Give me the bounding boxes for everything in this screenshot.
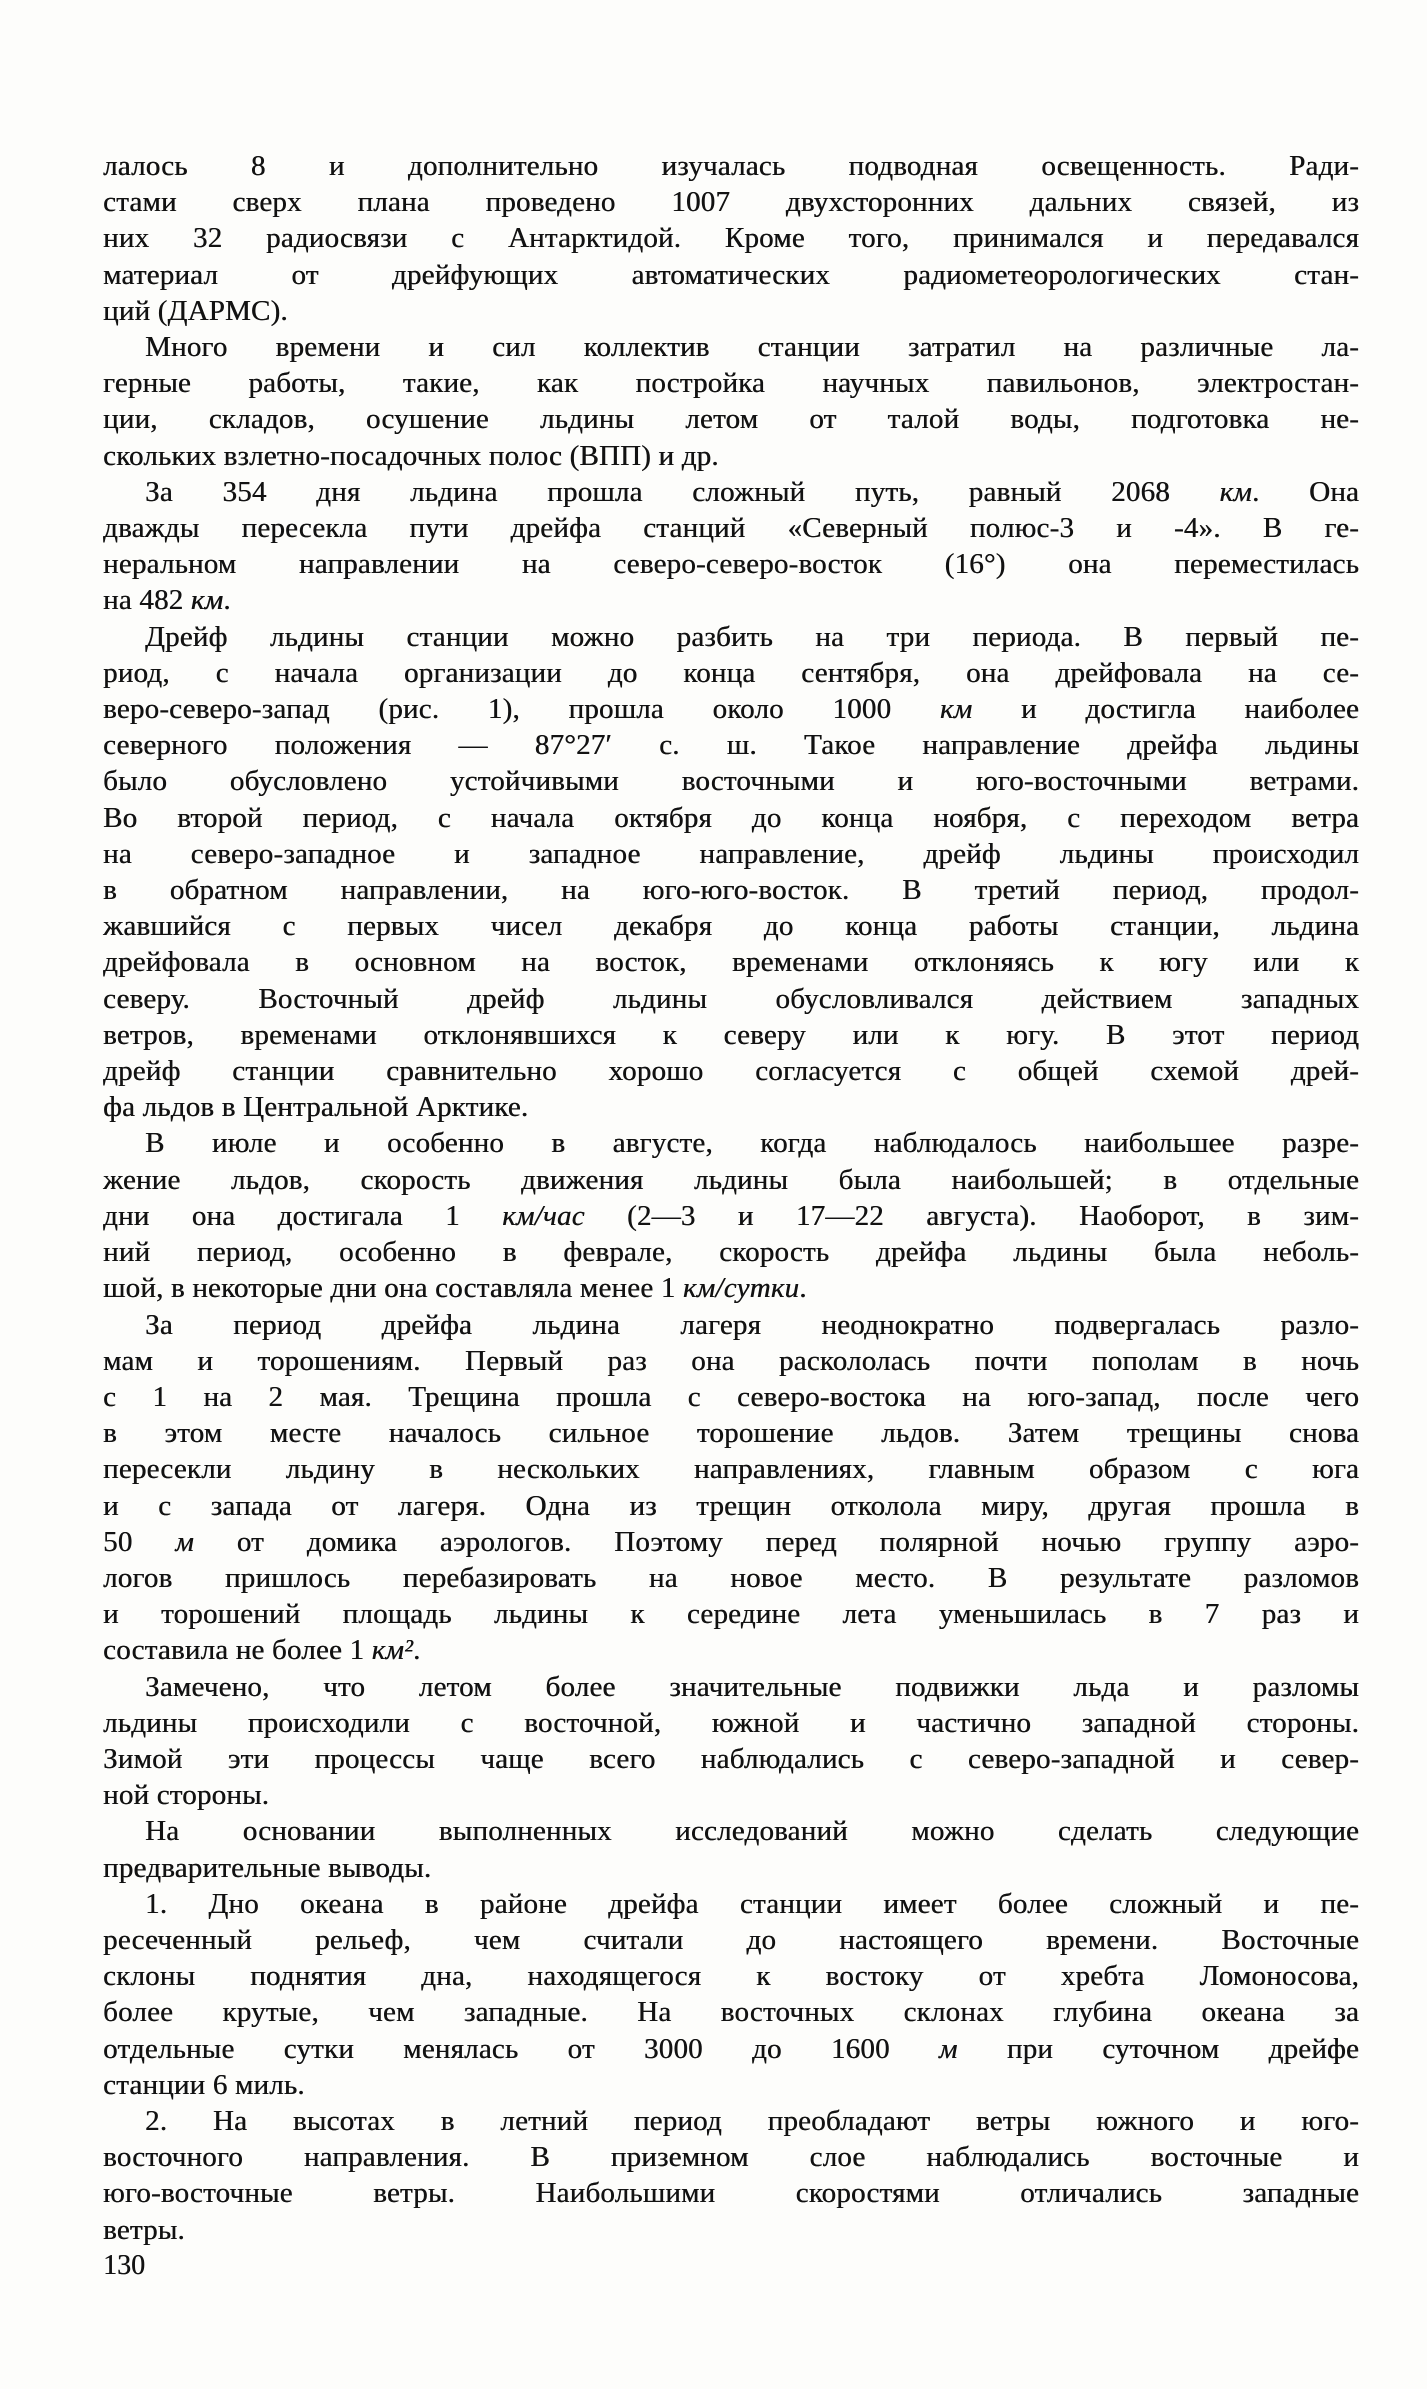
paragraph xyxy=(103,619,1359,1126)
text-line: ветры. xyxy=(103,2213,185,2246)
paragraph xyxy=(103,1125,1359,1306)
text-line: на 482 км. xyxy=(103,584,231,617)
text-line: станции 6 миль. xyxy=(103,2068,305,2101)
text-line: склоны поднятия дна, находящегося к востоку от хребта Ломоносова, xyxy=(103,1960,1359,1993)
text-line: Зимой эти процессы чаще всего наблюдались с северо-западной и север- xyxy=(103,1742,1359,1775)
text-line: логов пришлось перебазировать на новое место. В результате разломов xyxy=(103,1561,1359,1594)
text-line: ной стороны. xyxy=(103,1779,270,1812)
text-line: на северо-западное и западное направление, дрейф льдины происходил xyxy=(103,837,1359,870)
text-line: ветров, временами отклонявшихся к северу или к югу. В этот период xyxy=(103,1018,1359,1051)
text-block xyxy=(103,148,1359,2248)
text-line: них 32 радиосвязи с Антарктидой. Кроме того, принимался и передавался xyxy=(103,222,1359,255)
paragraph xyxy=(103,1669,1359,1814)
text-line: 1. Дно океана в районе дрейфа станции имеет более сложный и пе- xyxy=(145,1887,1359,1920)
paragraph xyxy=(103,329,1359,474)
text-line: материал от дрейфующих автоматических радиометеорологических стан- xyxy=(103,258,1359,291)
text-line: За 354 дня льдина прошла сложный путь, равный 2068 км. Она xyxy=(145,475,1359,508)
text-line: неральном направлении на северо-северо-восток (16°) она переместилась xyxy=(103,548,1359,581)
text-line: жение льдов, скорость движения льдины была наибольшей; в отдельные xyxy=(103,1163,1359,1196)
text-line: отдельные сутки менялась от 3000 до 1600 м при суточном дрейфе xyxy=(103,2032,1359,2065)
text-line: более крутые, чем западные. На восточных склонах глубина океана за xyxy=(103,1996,1359,2029)
text-line: 2. На высотах в летний период преобладают ветры южного и юго- xyxy=(145,2104,1359,2137)
text-line: На основании выполненных исследований можно сделать следующие xyxy=(145,1815,1359,1848)
text-line: Много времени и сил коллектив станции затратил на различные ла- xyxy=(145,331,1359,364)
text-line: веро-северо-запад (рис. 1), прошла около 1000 км и достигла наиболее xyxy=(103,693,1359,726)
text-line: дрейф станции сравнительно хорошо согласуется с общей схемой дрей- xyxy=(103,1055,1359,1088)
page-number: 130 xyxy=(103,2250,145,2281)
text-line: герные работы, такие, как постройка научных павильонов, электростан- xyxy=(103,367,1359,400)
text-line: и с запада от лагеря. Одна из трещин отколола миру, другая прошла в xyxy=(103,1489,1359,1522)
text-line: ций (ДАРМС). xyxy=(103,294,288,327)
text-line: лалось 8 и дополнительно изучалась подводная освещенность. Ради- xyxy=(103,150,1359,182)
text-line: ний период, особенно в феврале, скорость дрейфа льдины была неболь- xyxy=(103,1236,1359,1269)
text-line: в этом месте началось сильное торошение льдов. Затем трещины снова xyxy=(103,1417,1359,1450)
text-line: В июле и особенно в августе, когда наблюдалось наибольшее разре- xyxy=(145,1127,1359,1160)
text-line: с 1 на 2 мая. Трещина прошла с северо-востока на юго-запад, после чего xyxy=(103,1380,1359,1413)
text-line: составила не более 1 км². xyxy=(103,1634,421,1667)
text-line: скольких взлетно-посадочных полос (ВПП) и др. xyxy=(103,439,719,472)
paragraph xyxy=(103,474,1359,619)
text-line: дважды пересекла пути дрейфа станций «Северный полюс-3 и -4». В ге- xyxy=(103,512,1359,545)
text-line: ресеченный рельеф, чем считали до настоящего времени. Восточные xyxy=(103,1923,1359,1956)
text-line: в обратном направлении, на юго-юго-восток. В третий период, продол- xyxy=(103,874,1359,907)
text-line: фа льдов в Центральной Арктике. xyxy=(103,1091,529,1124)
text-line: дрейфовала в основном на восток, временами отклоняясь к югу или к xyxy=(103,946,1359,979)
text-line: ции, складов, осушение льдины летом от талой воды, подготовка не- xyxy=(103,403,1359,436)
text-line: льдины происходили с восточной, южной и частично западной стороны. xyxy=(103,1706,1359,1739)
text-line: юго-восточные ветры. Наибольшими скоростями отличались западные xyxy=(103,2177,1359,2210)
text-line: стами сверх плана проведено 1007 двухсторонних дальних связей, из xyxy=(103,186,1359,219)
text-line: дни она достигала 1 км/час (2—3 и 17—22 августа). Наоборот, в зим- xyxy=(103,1199,1360,1232)
text-line: было обусловлено устойчивыми восточными и юго-восточными ветрами. xyxy=(103,765,1359,798)
paragraph xyxy=(103,1307,1359,1669)
paragraph xyxy=(103,2103,1359,2248)
paragraph xyxy=(103,148,1359,329)
text-line: Дрейф льдины станции можно разбить на три периода. В первый пе- xyxy=(145,620,1359,653)
text-line: пересекли льдину в нескольких направлениях, главным образом с юга xyxy=(103,1453,1359,1486)
text-line: и торошений площадь льдины к середине лета уменьшилась в 7 раз и xyxy=(103,1598,1359,1631)
text-line: восточного направления. В приземном слое наблюдались восточные и xyxy=(103,2141,1359,2174)
text-line: шой, в некоторые дни она составляла менее 1 км/сутки. xyxy=(103,1272,807,1305)
paragraph xyxy=(103,1886,1359,2103)
text-line: северного положения — 87°27′ с. ш. Такое направление дрейфа льдины xyxy=(103,729,1359,762)
text-line: риод, с начала организации до конца сентября, она дрейфовала на се- xyxy=(103,656,1359,689)
text-line: мам и торошениям. Первый раз она раскололась почти пополам в ночь xyxy=(103,1344,1359,1377)
text-line: северу. Восточный дрейф льдины обусловливался действием западных xyxy=(103,982,1359,1015)
paragraph xyxy=(103,1813,1359,1885)
text-line: За период дрейфа льдина лагеря неоднократно подвергалась разло- xyxy=(145,1308,1359,1341)
text-line: Во второй период, с начала октября до конца ноября, с переходом ветра xyxy=(103,801,1359,834)
text-line: Замечено, что летом более значительные подвижки льда и разломы xyxy=(145,1670,1359,1703)
text-line: 50 м от домика аэрологов. Поэтому перед полярной ночью группу аэро- xyxy=(103,1525,1359,1558)
text-line: предварительные выводы. xyxy=(103,1851,432,1884)
text-line: жавшийся с первых чисел декабря до конца работы станции, льдина xyxy=(103,910,1359,943)
